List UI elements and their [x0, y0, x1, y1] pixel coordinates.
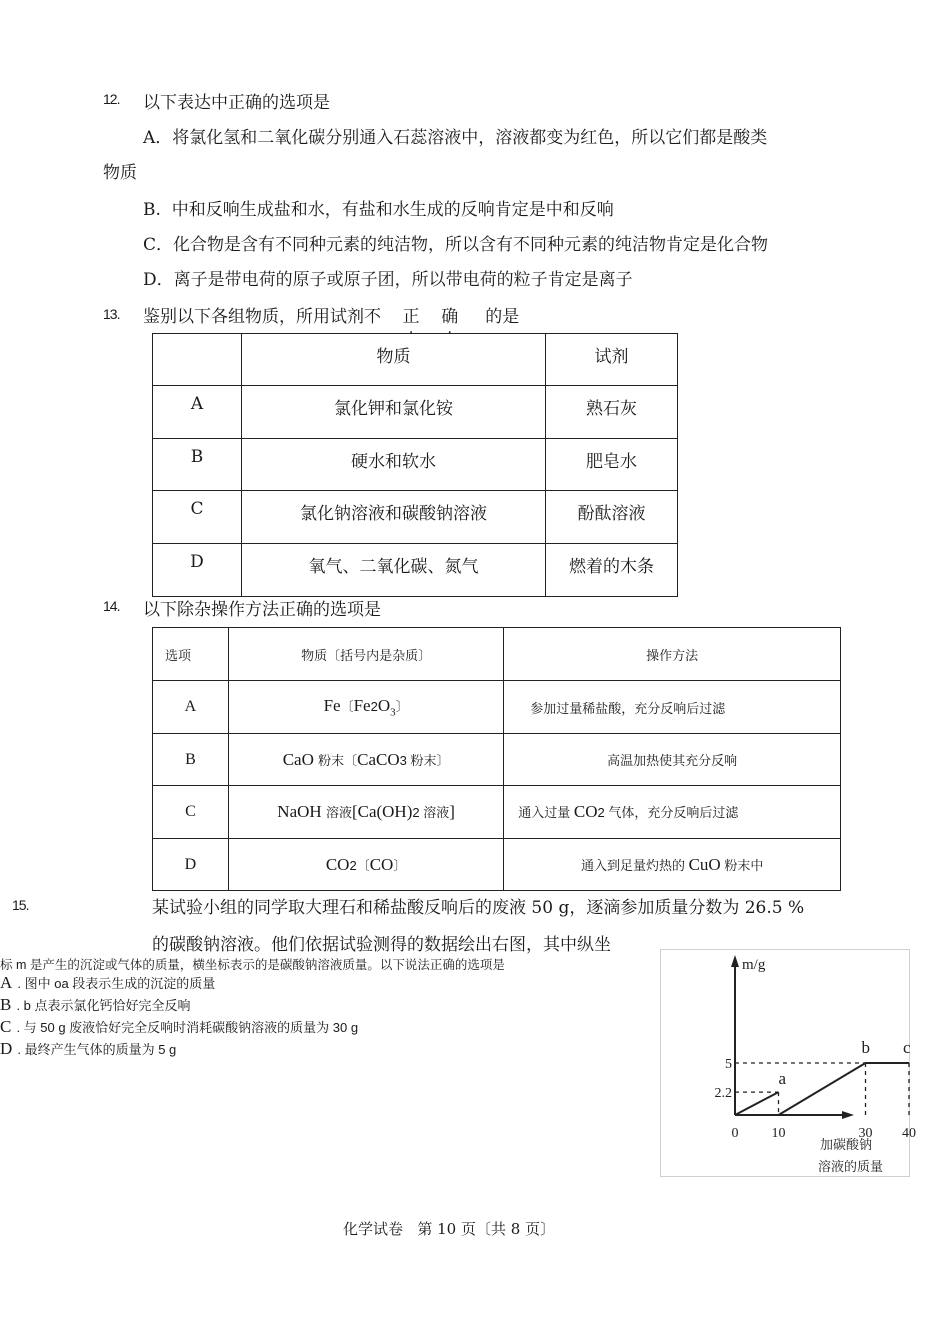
q15-option-c: C . 与 50 g 废液恰好完全反响时消耗碳酸钠溶液的质量为 30 g: [0, 1017, 359, 1036]
x-axis-label: 加碳酸钠: [820, 1138, 873, 1153]
q15-option-d: D . 最终产生气体的质量为 5 g: [0, 1039, 177, 1058]
q13-number: 13.: [103, 306, 120, 322]
q15-number: 15.: [12, 897, 29, 913]
point-label-c: c: [903, 1038, 911, 1057]
table-header-cell: 选项: [153, 628, 229, 681]
table-row: [153, 839, 841, 891]
table-cell: D: [153, 839, 229, 891]
q12-option-b: B. 中和反响生成盐和水，有盐和水生成的反响肯定是中和反响: [143, 200, 614, 220]
q13-table: [152, 333, 678, 597]
table-cell: Fe〔$Fe2O_3$〕: [228, 681, 503, 734]
table-cell: C: [153, 491, 242, 544]
point-label-a: a: [778, 1069, 787, 1089]
q15-option-a: A . 图中 oa 段表示生成的沉淀的质量: [0, 973, 216, 992]
table-cell: 高温加热使其充分反响: [504, 734, 841, 786]
x-tick-label: 0: [731, 1126, 739, 1141]
q15-line3: 标 m 是产生的沉淀或气体的质量，横坐标表示的是碳酸钠溶液质量。以下说法正确的选项是: [0, 958, 505, 972]
table-cell: CO2〔CO〕: [228, 839, 503, 891]
table-cell: NaOH 溶液[Ca(OH)2 溶液]: [228, 786, 503, 839]
table-header-cell: 物质: [242, 334, 546, 386]
y-tick-label: 2.2: [714, 1086, 732, 1102]
table-row: [153, 386, 678, 439]
table-cell: A: [153, 681, 229, 734]
table-cell: C: [153, 786, 229, 839]
q13-stem: 鉴别以下各组物质，所用试剂不 正 确 的是: [143, 307, 520, 327]
q12-option-d: D．离子是带电荷的原子或原子团，所以带电荷的粒子肯定是离子: [143, 270, 633, 290]
table-cell: CaO 粉末〔CaCO3 粉末〕: [228, 734, 503, 786]
x-tick-label: 40: [902, 1126, 916, 1141]
table-cell: 通入过量 CO2 气体，充分反响后过滤: [504, 786, 841, 839]
x-tick-label: 30: [858, 1126, 873, 1141]
point-label-b: b: [861, 1038, 870, 1057]
q12-number: 12.: [103, 91, 120, 107]
q15-line1: 某试验小组的同学取大理石和稀盐酸反响后的废液 50 g，逐滴参加质量分数为 26.5 %: [152, 898, 805, 918]
table-cell: D: [153, 544, 242, 597]
table-cell: B: [153, 734, 229, 786]
q15-chart: [660, 949, 916, 1177]
table-row: [153, 491, 678, 544]
table-cell: 氧气、二氧化碳、氮气: [242, 544, 546, 597]
table-cell: 肥皂水: [546, 439, 678, 491]
q14-number: 14.: [103, 598, 120, 614]
table-header-cell: 物质〔括号内是杂质〕: [228, 628, 503, 681]
table-cell: 硬水和软水: [242, 439, 546, 491]
table-cell: 酚酞溶液: [546, 491, 678, 544]
table-cell: 燃着的木条: [546, 544, 678, 597]
table-row: [153, 681, 841, 734]
page-footer: 化学试卷 第 10 页〔共 8 页〕: [343, 1220, 556, 1238]
q14-stem: 以下除杂操作方法正确的选项是: [143, 600, 381, 620]
q12-option-c: C．化合物是含有不同种元素的纯洁物，所以含有不同种元素的纯洁物肯定是化合物: [143, 235, 769, 255]
table-cell: 熟石灰: [546, 386, 678, 439]
q15-option-b: B . b 点表示氯化钙恰好完全反响: [0, 995, 191, 1014]
q15-line2: 的碳酸钠溶液。他们依据试验测得的数据绘出右图，其中纵坐: [152, 935, 611, 955]
table-cell: B: [153, 439, 242, 491]
table-row: [153, 786, 841, 839]
table-cell: A: [153, 386, 242, 439]
table-cell: 氯化钠溶液和碳酸钠溶液: [242, 491, 546, 544]
x-axis-label-line2: 溶液的质量: [818, 1160, 884, 1175]
table-cell: 参加过量稀盐酸，充分反响后过滤: [504, 681, 841, 734]
q14-table: [152, 627, 841, 891]
table-cell: 通入到足量灼热的 CuO 粉末中: [504, 839, 841, 891]
x-tick-label: 10: [771, 1126, 786, 1141]
table-header-row: [153, 334, 678, 386]
table-header-cell: 试剂: [546, 334, 678, 386]
table-cell: 氯化钾和氯化铵: [242, 386, 546, 439]
y-axis-label: m/g: [742, 957, 766, 973]
y-tick-label: 5: [725, 1057, 732, 1072]
table-row: [153, 544, 678, 597]
table-header-row: [153, 628, 841, 681]
table-header-cell: [153, 334, 242, 386]
q12-stem: 以下表达中正确的选项是: [143, 93, 330, 113]
q12-option-a-wrap: 物质: [103, 163, 137, 183]
q12-option-a: A．将氯化氢和二氧化碳分别通入石蕊溶液中，溶液都变为红色，所以它们都是酸类: [143, 128, 768, 148]
table-row: [153, 734, 841, 786]
table-row: [153, 439, 678, 491]
table-header-cell: 操作方法: [504, 628, 841, 681]
